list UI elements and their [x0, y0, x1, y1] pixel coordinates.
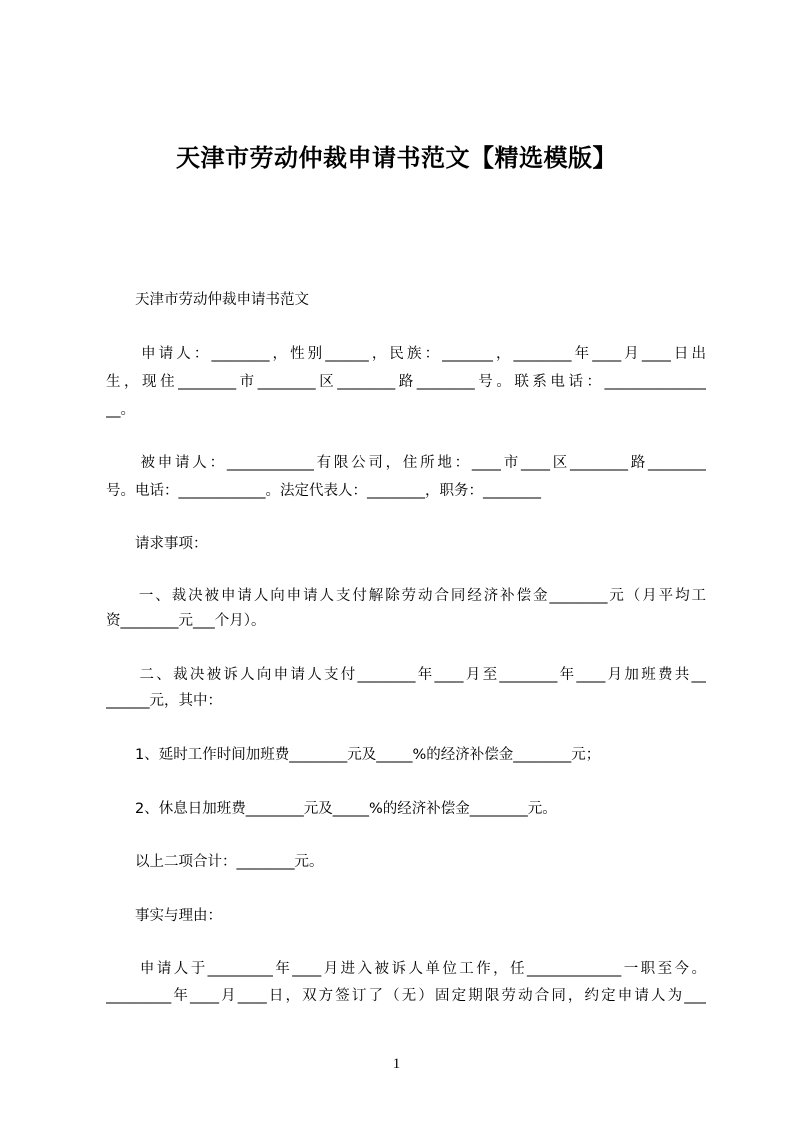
paragraph-line: 以上二项合计：________元。: [106, 854, 324, 870]
paragraph-line: 一、裁决被申请人向申请人支付解除劳动合同经济补偿金________元（月平均工: [106, 588, 706, 604]
paragraph-line: 生，现住________市________区________路________号。联系电话：______________: [106, 374, 706, 390]
paragraph-line: 1、延时工作时间加班费________元及_____%的经济补偿金________元；: [106, 747, 601, 763]
section-heading: 事实与理由：: [106, 908, 222, 924]
paragraph-line: 申请人：________，性别______，民族：_______，________年____月____日出: [106, 346, 706, 362]
section-heading: 请求事项：: [106, 536, 208, 552]
paragraph-line: ______元，其中：: [106, 693, 222, 709]
paragraph-line: 2、休息日加班费________元及_____%的经济补偿金________元。: [106, 801, 557, 817]
paragraph-line: 号。电话：____________。法定代表人：________，职务：________: [106, 483, 541, 499]
paragraph-line: _________年____月____日，双方签订了（无）固定期限劳动合同，约定申请人为___: [106, 988, 706, 1004]
paragraph-line: 申请人于_________年____月进入被诉人单位工作，任_____________一职至今。: [106, 961, 706, 977]
paragraph-line: 资________元___个月）。: [106, 613, 266, 629]
paragraph-line: __。: [106, 402, 135, 418]
page-number: 1: [392, 1056, 401, 1072]
document-title: 天津市劳动仲裁申请书范文【精选模版】: [176, 144, 617, 172]
paragraph-line: 被申请人：____________有限公司，住所地：____市____区________路________: [106, 455, 706, 471]
section-heading: 天津市劳动仲裁申请书范文: [106, 292, 309, 308]
paragraph-line: 二、裁决被诉人向申请人支付________年____月至________年____月加班费共__: [106, 667, 706, 683]
